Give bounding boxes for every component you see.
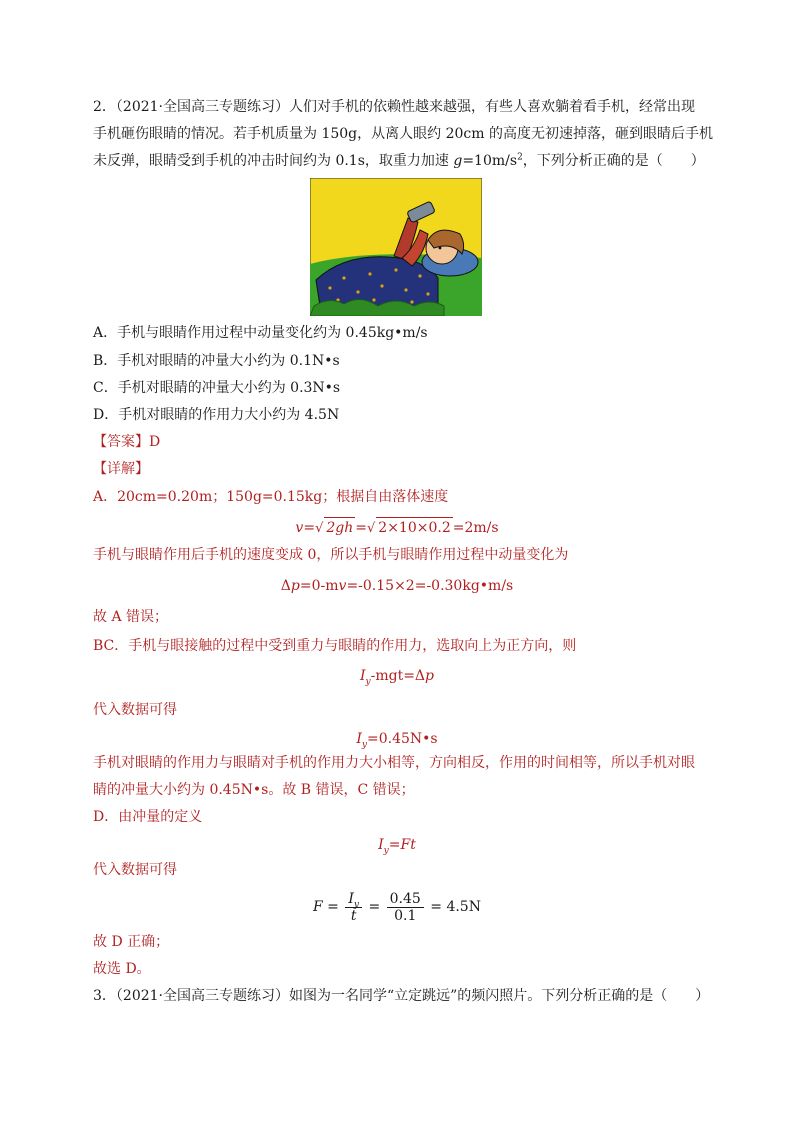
equation-impulse-balance: $I_y-mgt=\Delta p$: [359, 668, 435, 687]
solution-bc-text-2: 睛的冲量大小约为 0.45N•s。故 B 错误，C 错误；: [93, 782, 415, 798]
option-c: C．手机对眼睛的冲量大小约为 0.3N•s: [93, 380, 341, 396]
solution-choose: 故选 D。: [93, 961, 151, 977]
detail-label: 【详解】: [93, 461, 149, 477]
question-2-line-3: 未反弹，眼睛受到手机的冲击时间约为 0.1s，取重力加速 $g=10m/s^2$，下列分析正确的是（ ）: [93, 152, 705, 169]
substitute-data-1: 代入数据可得: [93, 702, 177, 718]
solution-a-line: A．20cm=0.20m；150g=0.15kg；根据自由落体速度: [93, 489, 449, 505]
solution-momentum-text: 手机与眼睛作用后手机的速度变成 0，所以手机与眼睛作用过程中动量变化为: [93, 547, 569, 563]
equation-force-fraction: F = $\frac{I_y}{t}$ = $\frac{0.45}{0.1}$ = 4.5N: [313, 890, 481, 924]
solution-bc-text-1: 手机对眼睛的作用力与眼睛对手机的作用力大小相等，方向相反，作用的时间相等，所以手机对眼: [93, 755, 695, 771]
equation-momentum-change: Δp=0-mv=-0.15×2=-0.30kg•m/s: [280, 578, 514, 594]
answer-label: 【答案】D: [93, 434, 161, 450]
option-a: A．手机与眼睛作用过程中动量变化约为 0.45kg•m/s: [93, 325, 428, 341]
option-b: B．手机对眼睛的冲量大小约为 0.1N•s: [93, 353, 340, 369]
question-2-line-2: 手机砸伤眼睛的情况。若手机质量为 150g，从离人眼约 20cm 的高度无初速掉落，砸到眼睛后手机: [93, 126, 713, 142]
equation-velocity: v=√ 2gh =√ 2×10×0.2 =2m/s: [0, 517, 794, 539]
solution-a-wrong: 故 A 错误；: [93, 609, 169, 625]
question-2-line-1: 2．（2021·全国高三专题练习）人们对手机的依赖性越来越强，有些人喜欢躺着看手机，经常出现: [93, 99, 695, 115]
person-lying-with-phone-illustration: [310, 178, 482, 316]
solution-d-correct: 故 D 正确；: [93, 934, 170, 950]
substitute-data-2: 代入数据可得: [93, 862, 177, 878]
equation-impulse-value: $I_y=0.45N•s$: [356, 731, 438, 750]
solution-d-line: D．由冲量的定义: [93, 809, 203, 825]
equation-impulse-definition: $I_y=Ft$: [378, 837, 416, 856]
question-3-line-1: 3．（2021·全国高三专题练习）如图为一名同学“立定跳远”的频闪照片。下列分析正确的是（ ）: [93, 988, 710, 1004]
solution-bc-line: BC．手机与眼接触的过程中受到重力与眼睛的作用力，选取向上为正方向，则: [93, 638, 577, 654]
option-d: D．手机对眼睛的作用力大小约为 4.5N: [93, 407, 340, 423]
